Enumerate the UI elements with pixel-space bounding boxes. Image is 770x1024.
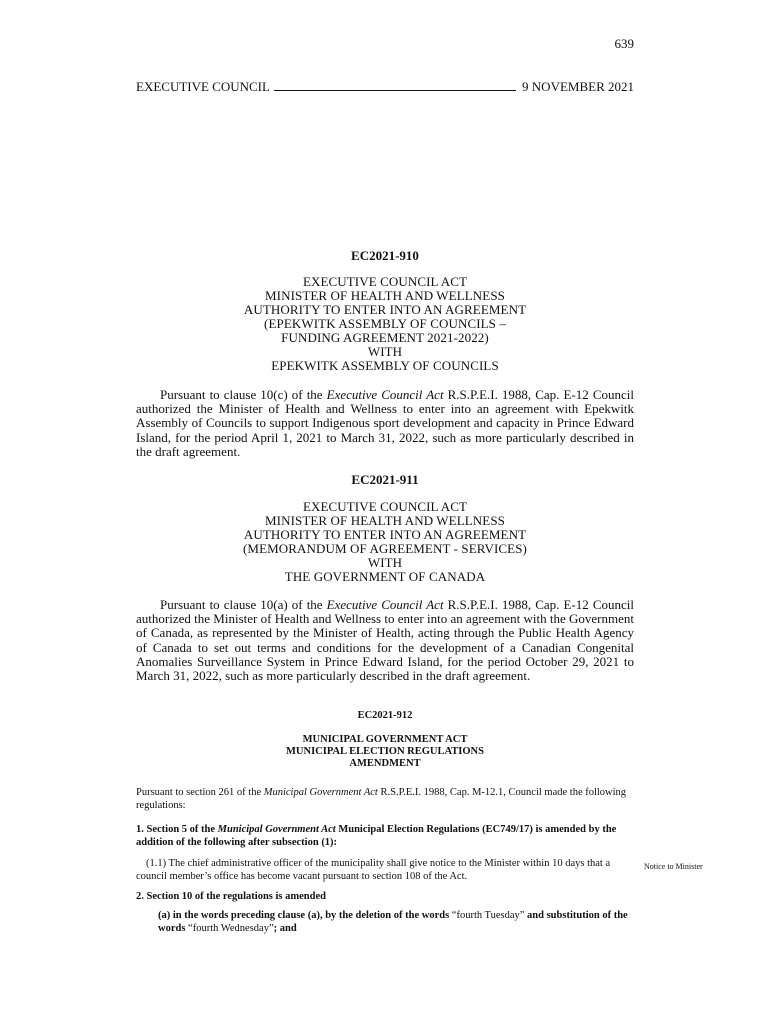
title-line: MINISTER OF HEALTH AND WELLNESS: [265, 288, 505, 303]
order-title-911: [136, 500, 634, 584]
title-line: WITH: [367, 344, 403, 359]
order-number-912: EC2021-912: [357, 710, 413, 721]
section-1: [136, 824, 634, 849]
s2a-text: and substitution of the words: [158, 910, 628, 934]
title-line: EPEKWITK ASSEMBLY OF COUNCILS: [271, 358, 499, 373]
para-rest: R.S.P.E.I. 1988, Cap. E-12 Council authorized the Minister of Health and Wellness to enter into an agreement with Epekwitk Assembly of Councils to support Indigenous sport development and capacity in Prince Edward Island, for the period April 1, 2021 to March 31, 2022, such as more particularly described in the draft agreement.: [136, 387, 634, 459]
title-line: THE GOVERNMENT OF CANADA: [284, 569, 486, 584]
subsection-1-1: (1.1) The chief administrative officer of the municipality shall give notice to the Minister within 10 days that a council member’s office has become vacant pursuant to section 108 of the Act.: [136, 858, 611, 882]
intro-prefix: Pursuant to section 261 of the: [136, 787, 264, 798]
title-line: AUTHORITY TO ENTER INTO AN AGREEMENT: [243, 302, 527, 317]
title-line: FUNDING AGREEMENT 2021-2022): [281, 330, 489, 345]
title-line: MINISTER OF HEALTH AND WELLNESS: [265, 513, 505, 528]
title-line: AMENDMENT: [349, 758, 421, 769]
order-paragraph-911: [136, 598, 634, 683]
section-2: 2. Section 10 of the regulations is amended: [136, 891, 326, 902]
section-2a: [158, 910, 634, 935]
act-name: Executive Council Act: [326, 387, 444, 402]
margin-note: Notice to Minister: [644, 862, 703, 871]
title-line: AUTHORITY TO ENTER INTO AN AGREEMENT: [243, 527, 527, 542]
title-line: EXECUTIVE COUNCIL ACT: [302, 499, 468, 514]
s1-prefix: 1. Section 5 of the: [136, 824, 218, 835]
act-name: Executive Council Act: [326, 597, 444, 612]
para-prefix: Pursuant to clause 10(a) of the: [160, 597, 327, 612]
order-title-912: [136, 734, 634, 770]
para-rest: R.S.P.E.I. 1988, Cap. E-12 Council authorized the Minister of Health and Wellness to enter into an agreement with the Government of Canada, as represented by the Minister of Health, acting through the Public Health Agency of Canada to set out terms and conditions for the development of a Canadian Congenital Anomalies Surveillance System in Prince Edward Island, for the period October 29, 2021 to March 31, 2022, such as more particularly described in the draft agreement.: [136, 597, 634, 684]
title-line: (EPEKWITK ASSEMBLY OF COUNCILS –: [264, 316, 506, 331]
s2a-text: ; and: [273, 922, 297, 934]
order-number-911: EC2021-911: [351, 472, 419, 487]
header-date: 9 NOVEMBER 2021: [522, 79, 634, 94]
title-line: WITH: [367, 555, 403, 570]
quoted-term: “fourth Wednesday”: [188, 922, 274, 934]
order-number-910: EC2021-910: [351, 248, 419, 263]
para-prefix: Pursuant to clause 10(c) of the: [160, 387, 327, 402]
s1-rest: Municipal Election Regulations (EC749/17) is amended by the addition of the following after subsection (1):: [136, 824, 617, 848]
header-left: EXECUTIVE COUNCIL: [136, 79, 270, 94]
page-number: 639: [614, 36, 634, 51]
order-paragraph-910: [136, 388, 634, 459]
title-line: (MEMORANDUM OF AGREEMENT - SERVICES): [242, 541, 527, 556]
title-line: EXECUTIVE COUNCIL ACT: [302, 274, 468, 289]
header-rule: [274, 90, 516, 91]
quoted-term: “fourth Tuesday”: [451, 910, 525, 921]
regulation-intro: [136, 787, 634, 812]
page-header: [136, 79, 634, 95]
act-name: Municipal Government Act: [217, 824, 336, 835]
title-line: MUNICIPAL ELECTION REGULATIONS: [286, 746, 484, 757]
act-name: Municipal Government Act: [263, 787, 378, 798]
title-line: MUNICIPAL GOVERNMENT ACT: [302, 734, 468, 745]
s2a-text: (a) in the words preceding clause (a), by the deletion of the words: [158, 910, 452, 921]
order-title-910: [136, 275, 634, 373]
intro-rest: R.S.P.E.I. 1988, Cap. M-12.1, Council made the following regulations:: [136, 787, 627, 811]
